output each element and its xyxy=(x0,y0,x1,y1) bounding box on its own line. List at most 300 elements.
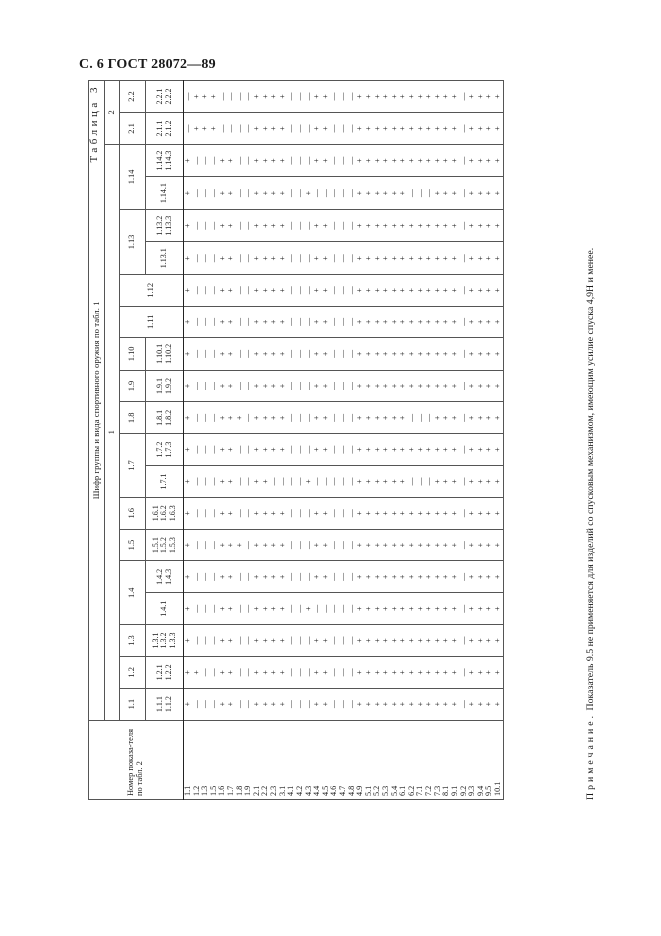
table-cell: + xyxy=(218,209,227,242)
table-cell: + xyxy=(270,338,279,371)
table-cell: + xyxy=(184,497,193,529)
table-cell: + xyxy=(477,306,486,338)
table-cell: + xyxy=(391,561,400,593)
table-cell: + xyxy=(391,497,400,529)
table-cell: — xyxy=(296,113,305,145)
table-cell: — xyxy=(236,242,245,275)
table-cell: — xyxy=(236,144,245,177)
table-cell: — xyxy=(305,113,314,145)
table-cell: — xyxy=(348,561,357,593)
table-cell: — xyxy=(287,113,296,145)
row-number: 2.2 xyxy=(261,720,270,799)
table-cell: + xyxy=(442,625,451,657)
table-cell: — xyxy=(348,497,357,529)
table-cell: + xyxy=(184,688,193,720)
table-cell: + xyxy=(416,209,425,242)
table-cell: + xyxy=(210,113,219,145)
table-cell: — xyxy=(296,529,305,561)
table-cell: — xyxy=(348,402,357,434)
table-cell: + xyxy=(468,656,477,688)
table-cell: + xyxy=(485,529,494,561)
row-number: 5.4 xyxy=(391,720,400,799)
table-cell: + xyxy=(425,144,434,177)
table-cell: + xyxy=(425,242,434,275)
table-cell: + xyxy=(485,306,494,338)
table-cell: + xyxy=(408,274,417,306)
table-cell: — xyxy=(416,466,425,498)
table-cell: + xyxy=(399,274,408,306)
table-cell: + xyxy=(261,209,270,242)
table-cell: + xyxy=(425,656,434,688)
table-cell: — xyxy=(330,593,339,625)
table-cell: — xyxy=(305,274,314,306)
table-cell: + xyxy=(442,274,451,306)
table-cell: + xyxy=(451,593,460,625)
column-header: 1.3 xyxy=(120,625,146,657)
table-cell: + xyxy=(434,242,443,275)
table-cell: — xyxy=(287,370,296,402)
table-cell: + xyxy=(434,402,443,434)
table-cell: — xyxy=(460,177,469,210)
table-cell: + xyxy=(468,144,477,177)
table-cell: + xyxy=(485,242,494,275)
table-cell: + xyxy=(322,529,331,561)
table-cell: + xyxy=(442,209,451,242)
table-cell: — xyxy=(244,688,253,720)
table-cell: + xyxy=(434,113,443,145)
table-cell: + xyxy=(434,466,443,498)
table-cell: + xyxy=(442,434,451,466)
table-cell: — xyxy=(236,625,245,657)
table-cell: + xyxy=(365,656,374,688)
table-cell: + xyxy=(468,561,477,593)
table-cell: + xyxy=(218,306,227,338)
table-row xyxy=(270,81,279,800)
table-cell: + xyxy=(408,113,417,145)
table-cell: + xyxy=(313,656,322,688)
table-cell: — xyxy=(201,625,210,657)
table-cell: — xyxy=(244,81,253,113)
table-cell: + xyxy=(279,688,288,720)
table-row xyxy=(468,81,477,800)
table-cell: + xyxy=(356,529,365,561)
table-cell: + xyxy=(494,466,503,498)
table-cell: — xyxy=(287,177,296,210)
table-cell: + xyxy=(365,81,374,113)
table-cell: — xyxy=(425,466,434,498)
table-cell: + xyxy=(468,242,477,275)
table-cell: + xyxy=(356,177,365,210)
table-cell: + xyxy=(451,274,460,306)
table-cell: + xyxy=(270,144,279,177)
table-cell: + xyxy=(477,529,486,561)
table-cell: + xyxy=(365,274,374,306)
table-cell: — xyxy=(210,242,219,275)
table-cell: — xyxy=(330,688,339,720)
table-cell: + xyxy=(425,81,434,113)
table-cell: + xyxy=(391,242,400,275)
table-cell: + xyxy=(485,402,494,434)
table-cell: + xyxy=(434,497,443,529)
table-cell: — xyxy=(287,338,296,371)
table-cell: + xyxy=(494,81,503,113)
table-cell: + xyxy=(261,497,270,529)
table-cell: + xyxy=(477,593,486,625)
table-cell: + xyxy=(184,656,193,688)
table-cell: + xyxy=(227,402,236,434)
table-cell: + xyxy=(477,177,486,210)
row-number: 1.9 xyxy=(244,720,253,799)
table-cell: + xyxy=(279,434,288,466)
table-cell: + xyxy=(356,113,365,145)
table-cell: + xyxy=(425,434,434,466)
table-cell: — xyxy=(296,402,305,434)
subcolumn-header: 1.13.1 xyxy=(146,242,184,275)
table-cell: + xyxy=(218,466,227,498)
table-cell: + xyxy=(485,144,494,177)
table-cell: + xyxy=(365,338,374,371)
table-cell: + xyxy=(279,274,288,306)
table-cell: + xyxy=(253,625,262,657)
table-cell: — xyxy=(339,688,348,720)
table-cell: + xyxy=(416,81,425,113)
table-cell: — xyxy=(193,338,202,371)
table-cell: — xyxy=(201,593,210,625)
table-cell: + xyxy=(425,338,434,371)
table-cell: + xyxy=(494,113,503,145)
table-cell: + xyxy=(485,338,494,371)
row-number: 6.2 xyxy=(408,720,417,799)
table-cell: — xyxy=(236,688,245,720)
table-cell: + xyxy=(218,561,227,593)
table-cell: + xyxy=(365,561,374,593)
table-cell: + xyxy=(218,497,227,529)
table-cell: + xyxy=(477,274,486,306)
table-cell: + xyxy=(391,625,400,657)
table-cell: + xyxy=(270,242,279,275)
table-cell: — xyxy=(296,306,305,338)
table-row xyxy=(365,81,374,800)
table-cell: + xyxy=(425,497,434,529)
table-cell: — xyxy=(244,370,253,402)
table-cell: — xyxy=(244,497,253,529)
table-cell: — xyxy=(339,306,348,338)
table-cell: + xyxy=(408,144,417,177)
column-header: 1.2 xyxy=(120,656,146,688)
table-cell: — xyxy=(184,113,193,145)
table-cell: — xyxy=(287,242,296,275)
table-cell: — xyxy=(287,209,296,242)
table-cell: + xyxy=(313,242,322,275)
table-cell: + xyxy=(184,529,193,561)
table-cell: — xyxy=(348,529,357,561)
table-cell: — xyxy=(305,434,314,466)
table-cell: — xyxy=(244,209,253,242)
table-cell: — xyxy=(348,434,357,466)
table-cell: + xyxy=(399,81,408,113)
table-cell: — xyxy=(330,338,339,371)
table-cell: + xyxy=(356,81,365,113)
table-cell: — xyxy=(348,688,357,720)
table-cell: — xyxy=(330,306,339,338)
table-cell: + xyxy=(408,434,417,466)
table-cell: + xyxy=(442,370,451,402)
table-cell: + xyxy=(313,561,322,593)
table-cell: + xyxy=(399,656,408,688)
table-cell: + xyxy=(373,274,382,306)
table-cell: + xyxy=(451,402,460,434)
table-cell: — xyxy=(210,338,219,371)
table-cell: — xyxy=(460,370,469,402)
table-cell: — xyxy=(210,529,219,561)
table-cell: + xyxy=(477,242,486,275)
table-cell: + xyxy=(261,306,270,338)
column-header: 1.5 xyxy=(120,529,146,561)
table-cell: + xyxy=(416,306,425,338)
table-cell: + xyxy=(382,434,391,466)
subcolumn-header: 1.10.1 1.10.2 xyxy=(146,338,184,371)
table-cell: + xyxy=(218,529,227,561)
table-cell: + xyxy=(494,177,503,210)
table-cell: + xyxy=(373,370,382,402)
table-cell: — xyxy=(236,434,245,466)
table-cell: — xyxy=(193,242,202,275)
table-cell: — xyxy=(210,402,219,434)
table-cell: — xyxy=(210,274,219,306)
table-cell: + xyxy=(416,593,425,625)
table-cell: — xyxy=(339,242,348,275)
table-cell: + xyxy=(305,593,314,625)
table-cell: + xyxy=(227,177,236,210)
table-cell: + xyxy=(468,402,477,434)
row-number: 4.6 xyxy=(330,720,339,799)
table-cell: — xyxy=(339,338,348,371)
row-number: 6.1 xyxy=(399,720,408,799)
table-cell: + xyxy=(253,81,262,113)
table-cell: + xyxy=(399,144,408,177)
table-cell: + xyxy=(451,306,460,338)
table-row xyxy=(382,81,391,800)
table-cell: + xyxy=(270,274,279,306)
table-cell: — xyxy=(460,497,469,529)
table-cell: + xyxy=(184,306,193,338)
table-cell: — xyxy=(201,529,210,561)
table-cell: — xyxy=(287,306,296,338)
table-cell: — xyxy=(460,242,469,275)
table-cell: — xyxy=(244,561,253,593)
row-number: 7.3 xyxy=(434,720,443,799)
table-cell: + xyxy=(416,656,425,688)
table-cell: — xyxy=(193,434,202,466)
table-cell: + xyxy=(451,688,460,720)
table-cell: — xyxy=(425,402,434,434)
table-cell: + xyxy=(253,529,262,561)
column-header: 2.1 xyxy=(120,113,146,145)
table-cell: + xyxy=(279,242,288,275)
table-cell: + xyxy=(382,209,391,242)
table-cell: + xyxy=(399,466,408,498)
table-cell: + xyxy=(468,274,477,306)
table-cell: — xyxy=(460,274,469,306)
table-cell: + xyxy=(356,274,365,306)
table-cell: + xyxy=(451,466,460,498)
table-cell: + xyxy=(416,561,425,593)
table-cell: — xyxy=(330,656,339,688)
table-cell: + xyxy=(391,402,400,434)
table-cell: — xyxy=(460,593,469,625)
table-cell: — xyxy=(305,209,314,242)
table-cell: + xyxy=(227,144,236,177)
table-cell: — xyxy=(244,593,253,625)
table-cell: — xyxy=(201,338,210,371)
row-number: 10.1 xyxy=(494,720,503,799)
table-cell: + xyxy=(201,81,210,113)
table-cell: + xyxy=(399,402,408,434)
table-cell: + xyxy=(218,370,227,402)
table-row xyxy=(460,81,469,800)
table-cell: — xyxy=(201,274,210,306)
table-cell: + xyxy=(322,274,331,306)
table-cell: + xyxy=(356,593,365,625)
row-number: 7.2 xyxy=(425,720,434,799)
table-cell: + xyxy=(253,656,262,688)
table-cell: — xyxy=(210,593,219,625)
table-cell: + xyxy=(313,113,322,145)
table-cell: + xyxy=(305,466,314,498)
table-cell: + xyxy=(485,209,494,242)
row-number: 3.1 xyxy=(279,720,288,799)
table-cell: — xyxy=(201,242,210,275)
table-cell: + xyxy=(270,593,279,625)
table-cell: + xyxy=(261,466,270,498)
stub-header: Номер показа-теля по табл. 2 xyxy=(89,720,184,799)
table-cell: + xyxy=(313,497,322,529)
table-cell: + xyxy=(270,402,279,434)
table-cell: — xyxy=(460,688,469,720)
table-cell: + xyxy=(477,81,486,113)
subcolumn-header: 1.3.1 1.3.2 1.3.3 xyxy=(146,625,184,657)
column-header: 1.13 xyxy=(120,209,146,274)
table-cell: + xyxy=(408,81,417,113)
table-cell: — xyxy=(244,306,253,338)
table-cell: — xyxy=(296,370,305,402)
table-cell: + xyxy=(218,274,227,306)
table-cell: + xyxy=(253,242,262,275)
table-cell: + xyxy=(270,688,279,720)
table-row xyxy=(296,81,305,800)
table-cell: + xyxy=(193,113,202,145)
table-cell: + xyxy=(227,625,236,657)
table-cell: + xyxy=(425,529,434,561)
table-cell: — xyxy=(193,402,202,434)
table-cell: + xyxy=(442,306,451,338)
table-cell: — xyxy=(287,529,296,561)
table-cell: — xyxy=(339,529,348,561)
table-cell: + xyxy=(494,688,503,720)
table-cell: + xyxy=(399,497,408,529)
table-cell: — xyxy=(416,402,425,434)
table-cell: + xyxy=(253,370,262,402)
table-cell: — xyxy=(460,402,469,434)
table-cell: + xyxy=(373,561,382,593)
table-cell: — xyxy=(460,656,469,688)
table-cell: + xyxy=(184,466,193,498)
table-cell: — xyxy=(236,656,245,688)
column-header: 2.2 xyxy=(120,81,146,113)
table-cell: — xyxy=(236,593,245,625)
row-number: 4.5 xyxy=(322,720,331,799)
table-cell: + xyxy=(322,402,331,434)
table-cell: + xyxy=(253,209,262,242)
table-cell: + xyxy=(184,434,193,466)
table-cell: + xyxy=(391,274,400,306)
table-cell: + xyxy=(270,306,279,338)
table-cell: + xyxy=(253,466,262,498)
table-cell: + xyxy=(322,81,331,113)
table-cell: + xyxy=(425,209,434,242)
table-cell: + xyxy=(485,81,494,113)
table-cell: — xyxy=(244,242,253,275)
table-cell: + xyxy=(279,306,288,338)
table-cell: — xyxy=(305,306,314,338)
table-cell: — xyxy=(348,370,357,402)
table-cell: — xyxy=(210,177,219,210)
table-cell: + xyxy=(270,81,279,113)
table-cell: — xyxy=(201,402,210,434)
table-cell: + xyxy=(477,497,486,529)
table-cell: + xyxy=(322,656,331,688)
table-cell: + xyxy=(425,113,434,145)
table-cell: — xyxy=(330,529,339,561)
table-cell: + xyxy=(425,593,434,625)
table-cell: — xyxy=(322,177,331,210)
column-header: 1.12 xyxy=(120,274,184,306)
table-cell: — xyxy=(244,402,253,434)
table-title: Шифр группы и вида спортивного оружия по табл. 1 xyxy=(89,81,105,721)
table-cell: + xyxy=(365,370,374,402)
table-cell: + xyxy=(218,593,227,625)
table-cell: — xyxy=(287,466,296,498)
table-cell: + xyxy=(416,625,425,657)
column-header: 1.9 xyxy=(120,370,146,402)
table-cell: — xyxy=(460,529,469,561)
table-cell: + xyxy=(382,497,391,529)
table-cell: — xyxy=(339,466,348,498)
rotated-table-area xyxy=(88,80,596,800)
subcolumn-header: 1.2.1 1.2.2 xyxy=(146,656,184,688)
table-cell: + xyxy=(313,625,322,657)
table-cell: — xyxy=(227,81,236,113)
table-cell: + xyxy=(408,370,417,402)
subcolumn-header: 1.14.2 1.14.3 xyxy=(146,144,184,177)
row-number: 1.6 xyxy=(218,720,227,799)
table-cell: + xyxy=(391,338,400,371)
table-cell: + xyxy=(416,144,425,177)
table-cell: + xyxy=(494,593,503,625)
table-cell: + xyxy=(391,466,400,498)
table-cell: + xyxy=(477,338,486,371)
table-cell: + xyxy=(227,593,236,625)
table-cell: + xyxy=(270,177,279,210)
row-number: 4.9 xyxy=(356,720,365,799)
table-cell: — xyxy=(305,561,314,593)
table-cell: — xyxy=(339,209,348,242)
page-header: С. 6 ГОСТ 28072—89 xyxy=(79,57,216,72)
row-number: 1.3 xyxy=(201,720,210,799)
table-cell: + xyxy=(494,434,503,466)
table-cell: + xyxy=(451,338,460,371)
table-cell: + xyxy=(313,338,322,371)
